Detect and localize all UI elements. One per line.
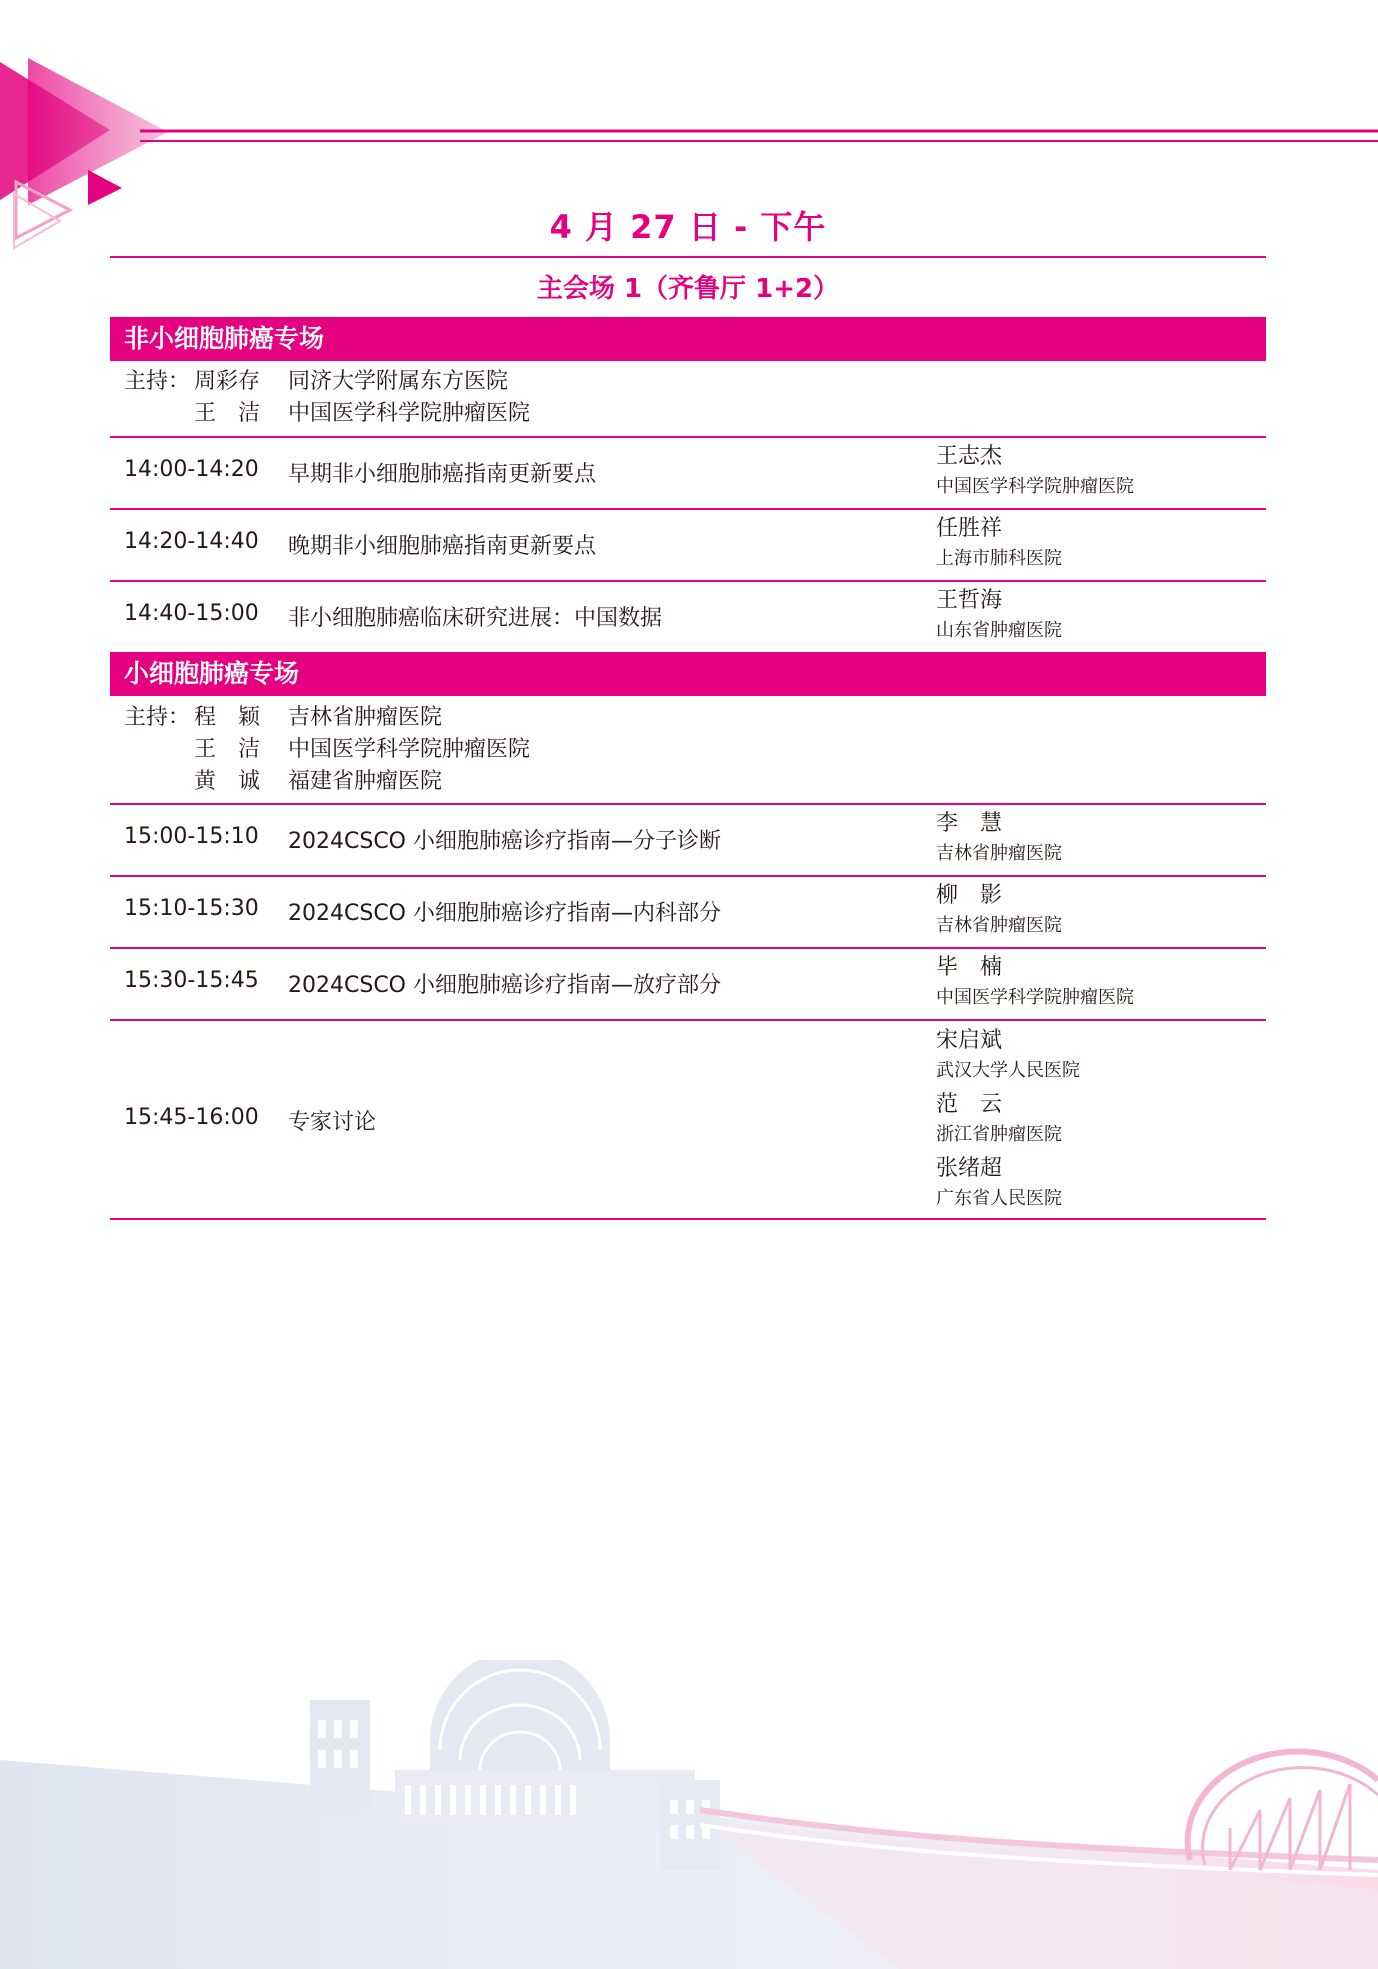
session-topic: 2024CSCO 小细胞肺癌诊疗指南—分子诊断 <box>288 829 721 854</box>
session-row <box>110 877 1266 947</box>
speaker-name: 柳 影 <box>936 883 1003 908</box>
speaker-name: 李 慧 <box>936 811 1003 836</box>
date-title: 4 月 27 日 - 下午 <box>549 208 827 246</box>
speaker <box>936 586 1256 650</box>
session-time: 15:10-15:30 <box>124 896 259 921</box>
host-name: 周彩存 <box>194 369 261 394</box>
speaker-list <box>936 953 1256 1017</box>
speaker-institution: 广东省人民医院 <box>936 1188 1062 1209</box>
session-row <box>110 510 1266 580</box>
host-institution: 吉林省肿瘤医院 <box>288 705 443 730</box>
session-topic: 早期非小细胞肺癌指南更新要点 <box>288 462 597 487</box>
speaker-institution: 吉林省肿瘤医院 <box>936 843 1062 864</box>
speaker-name: 任胜祥 <box>936 516 1003 541</box>
divider <box>110 256 1266 258</box>
speaker-institution: 山东省肿瘤医院 <box>936 620 1062 641</box>
speaker-list <box>936 442 1256 506</box>
speaker-name: 毕 楠 <box>936 955 1003 980</box>
session-topic: 晚期非小细胞肺癌指南更新要点 <box>288 534 597 559</box>
speaker <box>936 1026 1256 1090</box>
session-row <box>110 582 1266 652</box>
skyline-decoration <box>0 1660 1378 1969</box>
session-row <box>110 949 1266 1019</box>
speaker-name: 宋启斌 <box>936 1028 1003 1053</box>
host-name: 王 洁 <box>194 401 261 426</box>
host-institution: 中国医学科学院肿瘤医院 <box>288 401 531 426</box>
speaker <box>936 809 1256 873</box>
speaker <box>936 953 1256 1017</box>
host-label: 主持： <box>124 369 191 394</box>
session-time: 14:20-14:40 <box>124 529 259 554</box>
session-topic: 2024CSCO 小细胞肺癌诊疗指南—放疗部分 <box>288 973 721 998</box>
speaker <box>936 1154 1256 1218</box>
speaker-institution: 中国医学科学院肿瘤医院 <box>936 476 1134 497</box>
speaker-list <box>936 881 1256 945</box>
host-institution: 福建省肿瘤医院 <box>288 769 443 794</box>
speaker <box>936 442 1256 506</box>
host-name: 王 洁 <box>194 737 261 762</box>
section-header-sclc: 小细胞肺癌专场 <box>110 652 1266 696</box>
speaker-institution: 武汉大学人民医院 <box>936 1060 1080 1081</box>
speaker-institution: 上海市肺科医院 <box>936 548 1062 569</box>
host-institution: 中国医学科学院肿瘤医院 <box>288 737 531 762</box>
divider <box>110 1218 1266 1220</box>
host-name: 黄 诚 <box>194 769 261 794</box>
session-time: 14:40-15:00 <box>124 601 259 626</box>
section-header-nsclc: 非小细胞肺癌专场 <box>110 317 1266 361</box>
speaker-list <box>936 514 1256 578</box>
speaker-list <box>936 1026 1256 1218</box>
speaker-name: 王志杰 <box>936 444 1003 469</box>
session-time: 14:00-14:20 <box>124 457 259 482</box>
host-label: 主持： <box>124 705 191 730</box>
speaker <box>936 514 1256 578</box>
speaker-name: 范 云 <box>936 1092 1003 1117</box>
host-institution: 同济大学附属东方医院 <box>288 369 509 394</box>
venue-title: 主会场 1（齐鲁厅 1+2） <box>536 274 840 304</box>
speaker-institution: 浙江省肿瘤医院 <box>936 1124 1062 1145</box>
speaker-institution: 中国医学科学院肿瘤医院 <box>936 987 1134 1008</box>
speaker-list <box>936 586 1256 650</box>
speaker-name: 王哲海 <box>936 588 1003 613</box>
session-row <box>110 438 1266 508</box>
session-row <box>110 805 1266 875</box>
session-topic: 非小细胞肺癌临床研究进展：中国数据 <box>288 606 663 631</box>
session-topic: 2024CSCO 小细胞肺癌诊疗指南—内科部分 <box>288 901 721 926</box>
session-time: 15:45-16:00 <box>124 1105 259 1130</box>
session-time: 15:30-15:45 <box>124 968 259 993</box>
host-name: 程 颖 <box>194 705 261 730</box>
speaker <box>936 1090 1256 1154</box>
session-topic: 专家讨论 <box>288 1110 377 1135</box>
speaker-institution: 吉林省肿瘤医院 <box>936 915 1062 936</box>
session-time: 15:00-15:10 <box>124 824 259 849</box>
session-row <box>110 1021 1266 1218</box>
speaker <box>936 881 1256 945</box>
speaker-name: 张绪超 <box>936 1156 1003 1181</box>
speaker-list <box>936 809 1256 873</box>
